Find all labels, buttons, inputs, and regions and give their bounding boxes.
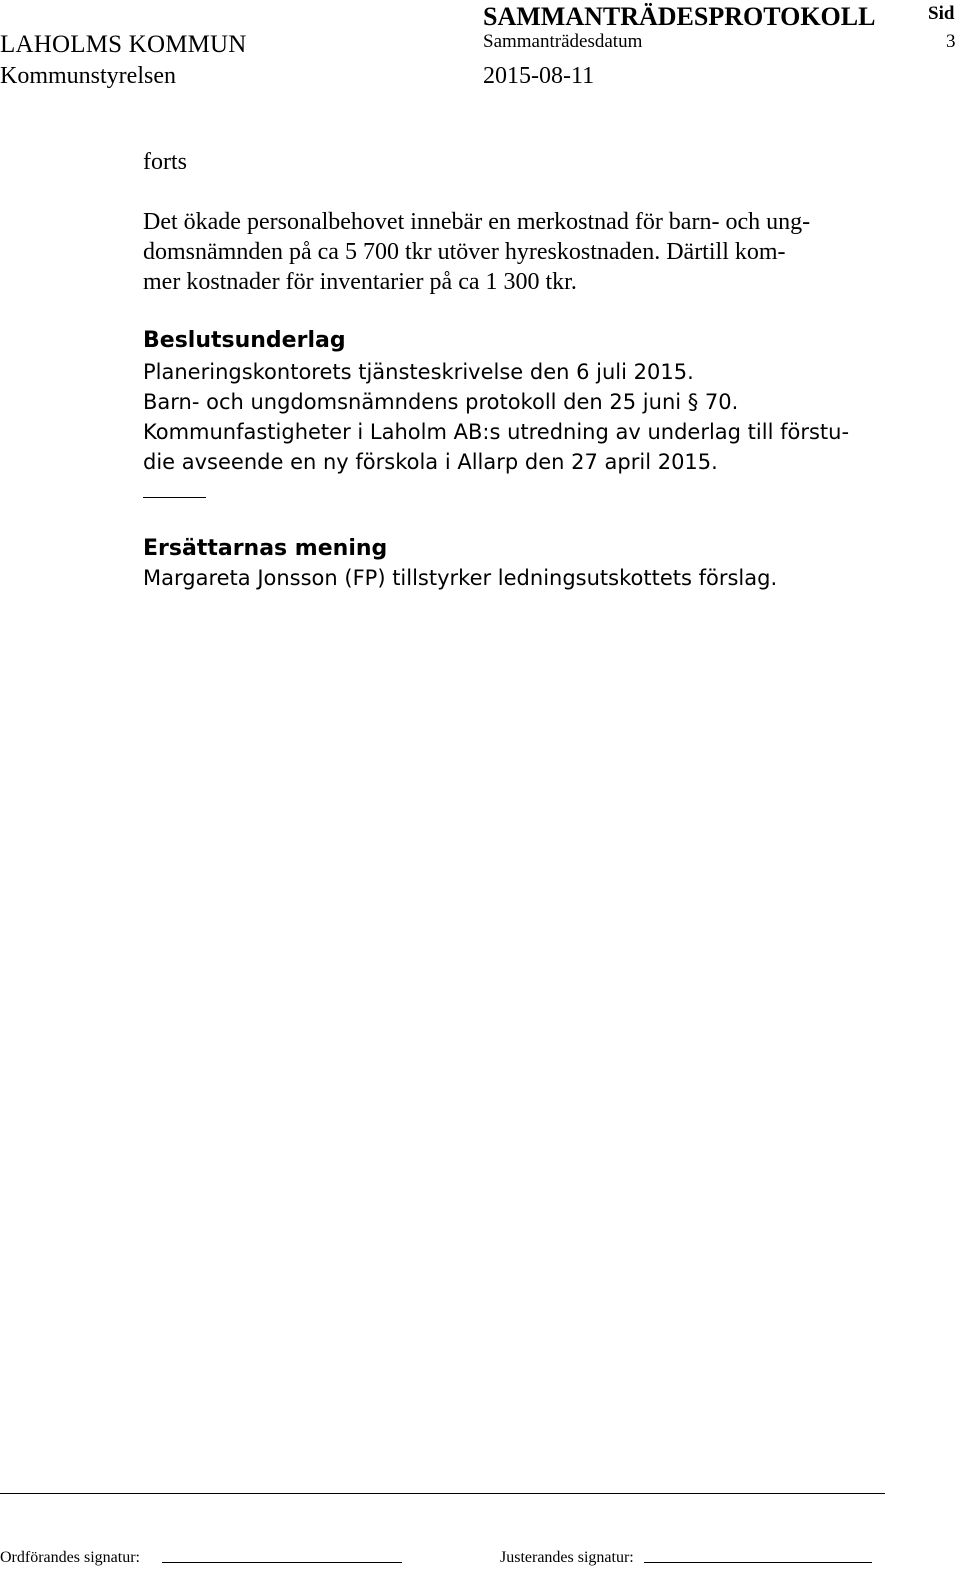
department-name: Kommunstyrelsen	[0, 63, 176, 89]
chair-signature-line	[162, 1562, 402, 1563]
adjuster-signature-line	[644, 1562, 872, 1563]
basis-heading: Beslutsunderlag	[143, 328, 346, 353]
page-number: 3	[946, 31, 956, 52]
section-divider	[143, 497, 206, 498]
footer-divider	[0, 1493, 885, 1494]
opinion-heading: Ersättarnas mening	[143, 536, 388, 561]
basis-item: Barn- och ungdomsnämndens protokoll den 25 juni § 70.	[143, 390, 739, 414]
paragraph-line: mer kostnader för inventarier på ca 1 300 tkr.	[143, 269, 577, 295]
meeting-date-label: Sammanträdesdatum	[483, 31, 643, 52]
basis-list	[143, 357, 863, 477]
document-type: SAMMANTRÄDESPROTOKOLL	[483, 2, 876, 31]
basis-item: Kommunfastigheter i Laholm AB:s utredning av underlag till förstu-	[143, 420, 850, 444]
adjuster-signature-label: Justerandes signatur:	[500, 1549, 634, 1566]
opinion-text: Margareta Jonsson (FP) tillstyrker ledningsutskottets förslag.	[143, 566, 778, 590]
meeting-date: 2015-08-11	[483, 63, 595, 89]
paragraph-line: domsnämnden på ca 5 700 tkr utöver hyreskostnaden. Därtill kom-	[143, 239, 786, 265]
basis-item: Planeringskontorets tjänsteskrivelse den 6 juli 2015.	[143, 360, 694, 384]
cost-paragraph	[143, 207, 863, 297]
organization-name: LAHOLMS KOMMUN	[0, 31, 247, 58]
page-label: Sid	[928, 3, 955, 24]
basis-item: die avseende en ny förskola i Allarp den 27 april 2015.	[143, 450, 718, 474]
continued-marker: forts	[143, 149, 187, 175]
paragraph-line: Det ökade personalbehovet innebär en merkostnad för barn- och ung-	[143, 209, 811, 235]
chair-signature-label: Ordförandes signatur:	[0, 1549, 140, 1566]
